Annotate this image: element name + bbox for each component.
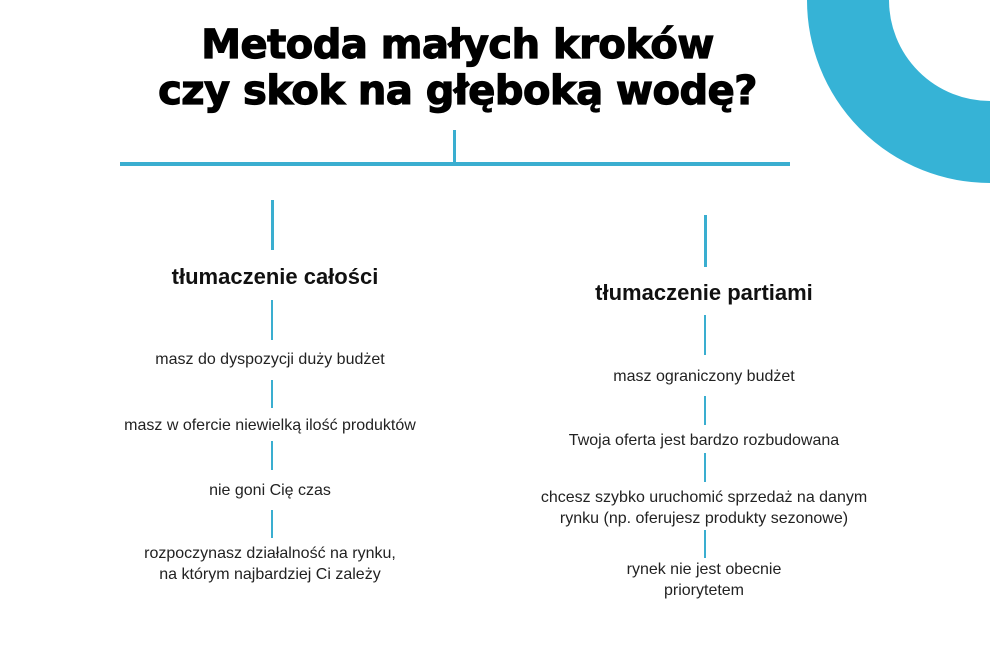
right-branch-heading: tłumaczenie partiami	[595, 280, 813, 305]
left-branch-heading: tłumaczenie całości	[171, 264, 379, 289]
right-item-1	[494, 366, 914, 387]
title-stem-connector	[453, 130, 456, 164]
right-item-4	[494, 559, 914, 601]
right-item-4-line-1: rynek nie jest obecnie	[626, 561, 782, 578]
left-item-1	[60, 349, 480, 370]
left-connector-1	[271, 300, 273, 340]
right-connector-1	[704, 315, 706, 355]
right-item-1-text: masz ograniczony budżet	[613, 368, 795, 385]
left-item-4	[60, 543, 480, 585]
title-line-2: czy skok na głęboką wodę?	[158, 68, 757, 114]
left-connector-4	[271, 510, 273, 538]
left-connector-3	[271, 441, 273, 470]
right-item-2-text: Twoja oferta jest bardzo rozbudowana	[568, 432, 840, 449]
right-item-3	[486, 487, 922, 529]
right-item-4-line-2: priorytetem	[663, 582, 745, 599]
left-item-1-text: masz do dyspozycji duży budżet	[155, 351, 385, 368]
left-item-2-text: masz w ofercie niewielką ilość produktów	[124, 417, 416, 434]
left-item-3-text: nie goni Cię czas	[209, 482, 331, 499]
right-connector-3	[704, 453, 706, 482]
branch-bar-connector	[120, 162, 790, 166]
left-connector-2	[271, 380, 273, 408]
left-item-4-line-2: na którym najbardziej Ci zależy	[159, 566, 381, 583]
left-item-2	[60, 415, 480, 436]
page-title	[0, 22, 915, 114]
title-line-1: Metoda małych kroków	[201, 22, 714, 68]
left-heading-connector	[271, 200, 274, 250]
left-item-4-line-1: rozpoczynasz działalność na rynku,	[144, 545, 396, 562]
right-item-3-line-1: chcesz szybko uruchomić sprzedaż na danym	[540, 489, 868, 506]
right-item-2	[494, 430, 914, 451]
right-connector-2	[704, 396, 706, 425]
left-item-3	[60, 480, 480, 501]
right-item-3-line-2: rynku (np. oferujesz produkty sezonowe)	[559, 510, 849, 527]
right-connector-4	[704, 530, 706, 558]
right-heading-connector	[704, 215, 707, 267]
